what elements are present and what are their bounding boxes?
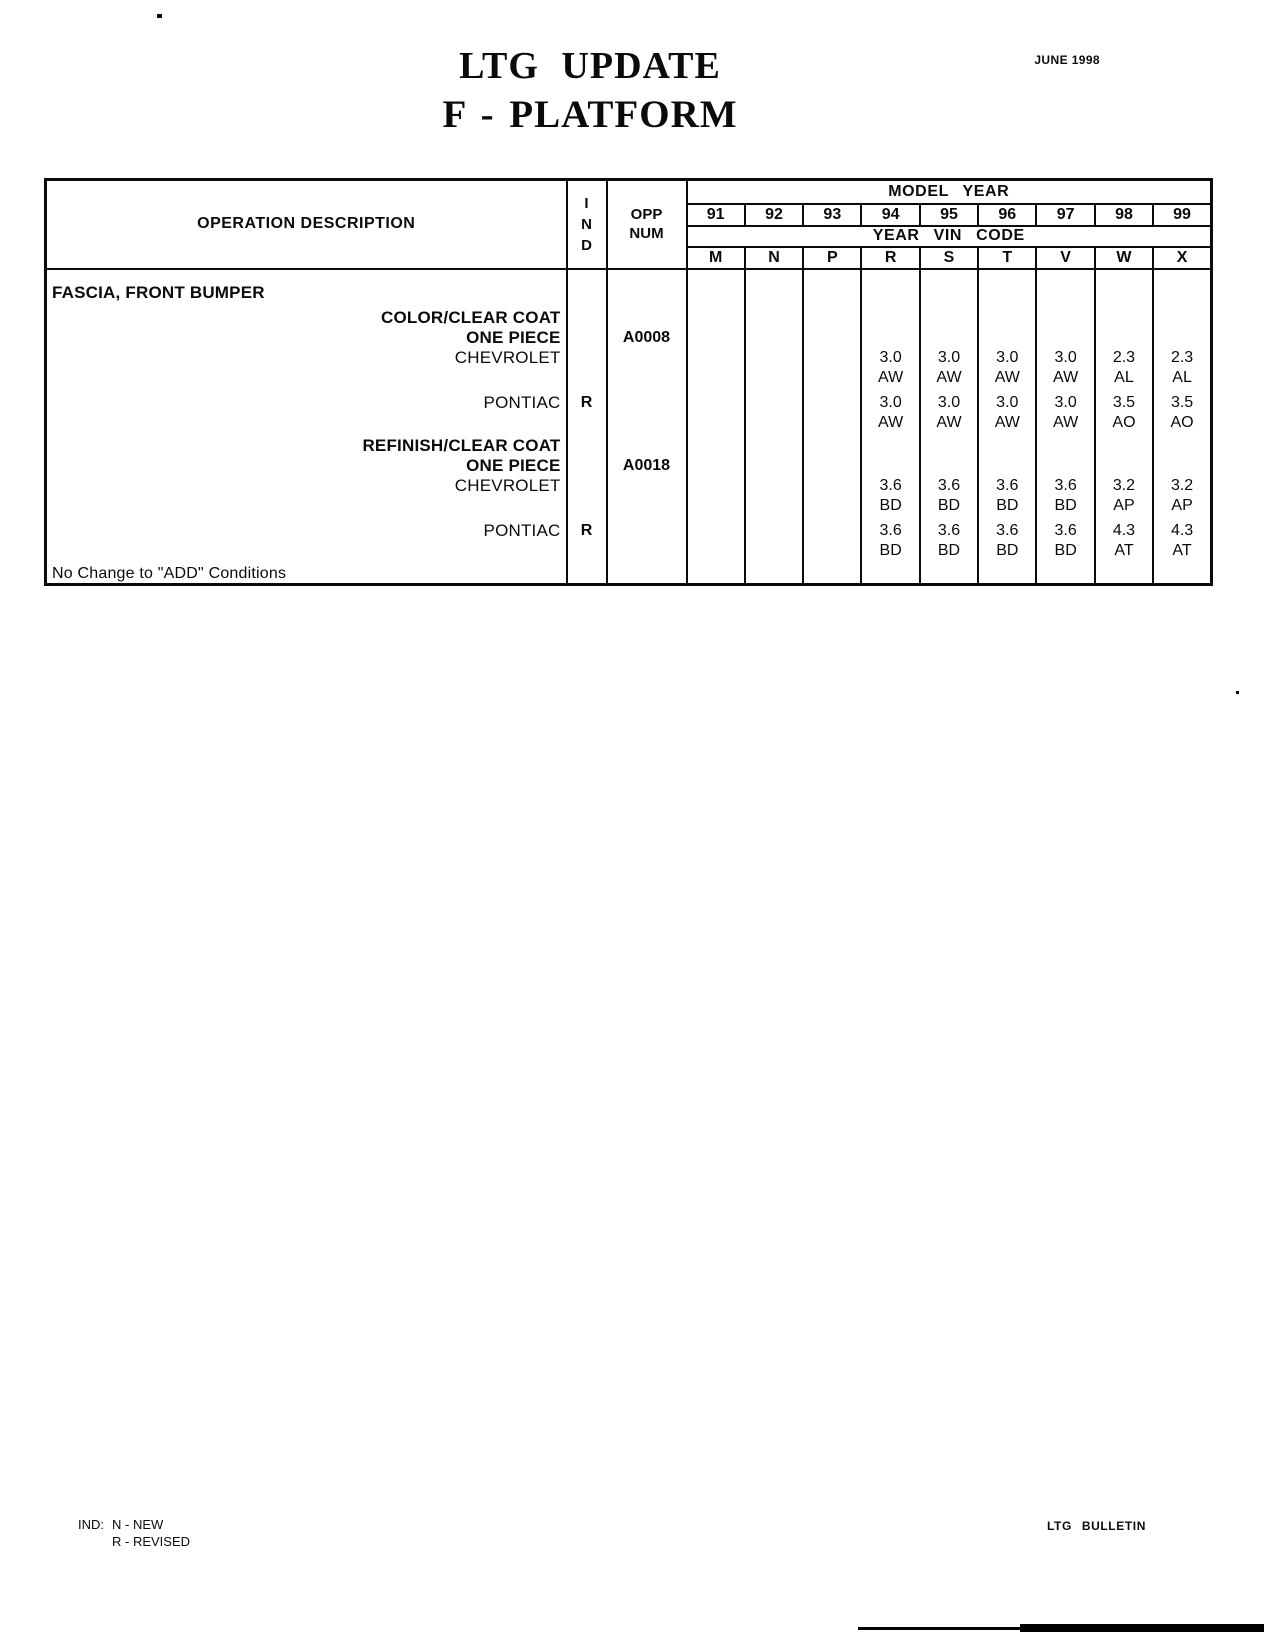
table-row — [46, 565, 1212, 585]
vin-year-cell — [920, 565, 978, 585]
model-year-band: MODEL YEAR — [687, 180, 1212, 204]
opp-word: OPP — [630, 206, 663, 224]
table-row — [46, 456, 1212, 476]
vin-value-cell: AO — [1153, 413, 1211, 433]
opp-cell — [607, 565, 687, 585]
vin-year-cell — [803, 436, 861, 456]
year-col-header: 92 — [745, 204, 803, 226]
table-row — [46, 368, 1212, 388]
vin-year-cell — [803, 393, 861, 413]
table-row — [46, 413, 1212, 433]
vin-value-cell: AW — [861, 413, 919, 433]
vin-value-cell: AO — [1095, 413, 1153, 433]
vin-value-cell: 3.0 — [1036, 348, 1094, 368]
vin-value-cell: 3.6 — [978, 476, 1036, 496]
vin-code-header: T — [978, 247, 1036, 269]
ind-letter: N — [581, 215, 592, 233]
ind-cell — [567, 348, 607, 368]
vin-year-cell — [803, 565, 861, 585]
vin-value-cell: 3.6 — [1036, 521, 1094, 541]
vin-year-cell — [687, 456, 745, 476]
vin-code-header: X — [1153, 247, 1211, 269]
vin-value-cell: BD — [978, 496, 1036, 516]
vin-year-cell — [687, 541, 745, 561]
vin-year-cell — [978, 456, 1036, 476]
operation-label-cell: No Change to "ADD" Conditions — [46, 565, 567, 585]
vin-year-cell — [803, 413, 861, 433]
ind-cell — [567, 541, 607, 561]
vin-year-cell — [920, 456, 978, 476]
vin-year-cell — [978, 328, 1036, 348]
ind-legend-new: N - NEW — [112, 1517, 164, 1532]
vin-year-cell — [1036, 328, 1094, 348]
operation-description-header: OPERATION DESCRIPTION — [46, 180, 567, 269]
ind-legend — [78, 1516, 190, 1550]
vin-year-cell — [745, 283, 803, 303]
ind-legend-revised: R - REVISED — [112, 1534, 191, 1549]
desc-cell — [46, 368, 567, 388]
ind-cell — [567, 496, 607, 516]
vin-year-cell — [745, 456, 803, 476]
vin-value-cell: AW — [1036, 413, 1094, 433]
vin-year-cell — [1095, 565, 1153, 585]
table-row — [46, 436, 1212, 456]
vin-year-cell — [687, 476, 745, 496]
scan-artifact-bar — [1020, 1624, 1264, 1632]
vin-value-cell: 3.2 — [1153, 476, 1211, 496]
vin-year-cell — [803, 476, 861, 496]
vin-value-cell: 3.0 — [920, 348, 978, 368]
vin-year-cell — [1095, 308, 1153, 328]
vin-year-cell — [1036, 456, 1094, 476]
vin-year-cell — [803, 496, 861, 516]
vin-value-cell: 2.3 — [1095, 348, 1153, 368]
vin-code-header: S — [920, 247, 978, 269]
vin-value-cell: AT — [1095, 541, 1153, 561]
vin-year-cell — [745, 521, 803, 541]
vin-year-cell — [745, 541, 803, 561]
vin-value-cell: AW — [920, 368, 978, 388]
vin-value-cell: 4.3 — [1095, 521, 1153, 541]
ind-flag-cell: R — [567, 393, 607, 413]
ind-cell — [567, 436, 607, 456]
vin-value-cell: AW — [978, 368, 1036, 388]
vin-year-cell — [1153, 283, 1211, 303]
ind-letter: I — [584, 194, 589, 212]
desc-cell — [46, 496, 567, 516]
vin-year-cell — [1153, 328, 1211, 348]
ind-flag-cell: R — [567, 521, 607, 541]
ltg-bulletin-label: LTG BULLETIN — [1047, 1519, 1146, 1533]
vin-code-header: R — [861, 247, 919, 269]
table-row — [46, 328, 1212, 348]
opp-number-cell: A0008 — [607, 328, 687, 348]
vin-year-cell — [1036, 436, 1094, 456]
ind-cell — [567, 565, 607, 585]
vin-year-cell — [687, 413, 745, 433]
vin-code-header: P — [803, 247, 861, 269]
vin-value-cell: AT — [1153, 541, 1211, 561]
table-row — [46, 308, 1212, 328]
year-col-header: 96 — [978, 204, 1036, 226]
vin-year-cell — [978, 269, 1036, 283]
year-col-header: 91 — [687, 204, 745, 226]
vin-year-cell — [861, 283, 919, 303]
vin-year-cell — [1036, 308, 1094, 328]
vin-year-cell — [1095, 269, 1153, 283]
vin-year-cell — [745, 565, 803, 585]
opp-cell — [607, 413, 687, 433]
ind-header — [567, 180, 607, 269]
opp-cell — [607, 521, 687, 541]
operation-label-cell: REFINISH/CLEAR COAT — [46, 436, 567, 456]
vin-value-cell: 3.0 — [861, 393, 919, 413]
vin-value-cell: 3.0 — [978, 348, 1036, 368]
vin-year-cell — [803, 456, 861, 476]
vin-value-cell: BD — [861, 541, 919, 561]
ind-cell — [567, 413, 607, 433]
vin-year-cell — [920, 283, 978, 303]
vin-year-cell — [1153, 565, 1211, 585]
ind-cell — [567, 368, 607, 388]
vin-value-cell: 3.0 — [1036, 393, 1094, 413]
vin-year-cell — [1095, 436, 1153, 456]
vin-year-cell — [745, 393, 803, 413]
vin-value-cell: AP — [1153, 496, 1211, 516]
vin-value-cell: BD — [1036, 496, 1094, 516]
opp-cell — [607, 496, 687, 516]
vin-value-cell: 3.0 — [978, 393, 1036, 413]
vin-year-cell — [861, 308, 919, 328]
vin-year-cell — [687, 436, 745, 456]
vin-value-cell: BD — [920, 541, 978, 561]
table-row — [46, 496, 1212, 516]
vin-year-cell — [803, 328, 861, 348]
vin-year-cell — [861, 328, 919, 348]
year-col-header: 94 — [861, 204, 919, 226]
vin-value-cell: AP — [1095, 496, 1153, 516]
year-vin-code-band: YEAR VIN CODE — [687, 226, 1212, 247]
ind-legend-label: IND: — [78, 1517, 104, 1532]
vin-year-cell — [745, 269, 803, 283]
table-row — [46, 393, 1212, 413]
vin-year-cell — [1153, 456, 1211, 476]
vin-year-cell — [861, 269, 919, 283]
doc-date: JUNE 1998 — [1034, 53, 1100, 67]
vin-year-cell — [803, 348, 861, 368]
vin-year-cell — [803, 269, 861, 283]
vin-year-cell — [1036, 269, 1094, 283]
vin-year-cell — [920, 269, 978, 283]
vin-year-cell — [920, 328, 978, 348]
vin-year-cell — [920, 308, 978, 328]
vin-value-cell: AW — [920, 413, 978, 433]
vin-value-cell: BD — [1036, 541, 1094, 561]
vin-year-cell — [803, 521, 861, 541]
vin-year-cell — [1095, 283, 1153, 303]
ltg-update-table — [44, 178, 1213, 586]
ind-cell — [567, 328, 607, 348]
ind-cell — [567, 456, 607, 476]
table-row — [46, 476, 1212, 496]
operation-label-cell: FASCIA, FRONT BUMPER — [46, 283, 567, 303]
spacer-row — [46, 269, 1212, 283]
vin-value-cell: AW — [978, 413, 1036, 433]
table-row — [46, 283, 1212, 303]
opp-cell — [607, 393, 687, 413]
opp-cell — [607, 348, 687, 368]
vin-value-cell: 3.6 — [920, 521, 978, 541]
desc-cell — [46, 269, 567, 283]
vin-value-cell: AL — [1153, 368, 1211, 388]
vin-year-cell — [978, 308, 1036, 328]
doc-subtitle: F - PLATFORM — [442, 93, 738, 136]
ind-letter: D — [581, 236, 592, 254]
vin-year-cell — [803, 308, 861, 328]
ind-cell — [567, 476, 607, 496]
vin-year-cell — [978, 436, 1036, 456]
vin-year-cell — [745, 413, 803, 433]
vin-year-cell — [745, 348, 803, 368]
scan-speck-icon — [1236, 691, 1239, 694]
vin-year-cell — [978, 565, 1036, 585]
ind-cell — [567, 269, 607, 283]
vin-year-cell — [803, 283, 861, 303]
vin-year-cell — [745, 328, 803, 348]
table-body — [46, 269, 1212, 585]
legend-line-new — [78, 1516, 190, 1533]
vin-year-cell — [803, 368, 861, 388]
scan-artifact-bar — [858, 1627, 1028, 1630]
desc-cell — [46, 541, 567, 561]
vin-value-cell: 4.3 — [1153, 521, 1211, 541]
vin-year-cell — [1153, 269, 1211, 283]
scan-speck-icon — [157, 14, 162, 18]
vin-year-cell — [687, 496, 745, 516]
vin-year-cell — [978, 283, 1036, 303]
num-word: NUM — [629, 225, 664, 243]
vin-value-cell: 3.5 — [1095, 393, 1153, 413]
vin-value-cell: 3.6 — [978, 521, 1036, 541]
opp-number-cell: A0018 — [607, 456, 687, 476]
vin-year-cell — [687, 368, 745, 388]
operation-label-cell: PONTIAC — [46, 521, 567, 541]
vin-year-cell — [861, 565, 919, 585]
ind-cell — [567, 283, 607, 303]
vin-value-cell: BD — [861, 496, 919, 516]
vin-year-cell — [745, 436, 803, 456]
vin-year-cell — [1036, 283, 1094, 303]
ind-cell — [567, 308, 607, 328]
opp-cell — [607, 283, 687, 303]
operation-label-cell: PONTIAC — [46, 393, 567, 413]
vin-year-cell — [861, 436, 919, 456]
vin-year-cell — [745, 368, 803, 388]
opp-cell — [607, 436, 687, 456]
vin-year-cell — [1095, 456, 1153, 476]
vin-year-cell — [1153, 308, 1211, 328]
year-col-header: 93 — [803, 204, 861, 226]
opp-cell — [607, 541, 687, 561]
operation-label-cell: COLOR/CLEAR COAT — [46, 308, 567, 328]
table-row — [46, 348, 1212, 368]
desc-cell — [46, 413, 567, 433]
vin-code-header: N — [745, 247, 803, 269]
opp-cell — [607, 269, 687, 283]
table-row — [46, 541, 1212, 561]
year-col-header: 98 — [1095, 204, 1153, 226]
vin-value-cell: 3.0 — [861, 348, 919, 368]
vin-year-cell — [687, 348, 745, 368]
operation-label-cell: CHEVROLET — [46, 348, 567, 368]
vin-code-header: W — [1095, 247, 1153, 269]
opp-cell — [607, 368, 687, 388]
operation-label-cell: ONE PIECE — [46, 456, 567, 476]
vin-value-cell: 3.6 — [1036, 476, 1094, 496]
vin-year-cell — [920, 436, 978, 456]
opp-cell — [607, 308, 687, 328]
table-header — [46, 180, 1212, 269]
vin-value-cell: 3.6 — [861, 476, 919, 496]
vin-year-cell — [687, 521, 745, 541]
vin-year-cell — [861, 456, 919, 476]
operation-label-cell: CHEVROLET — [46, 476, 567, 496]
vin-value-cell: 3.2 — [1095, 476, 1153, 496]
vin-value-cell: 2.3 — [1153, 348, 1211, 368]
vin-year-cell — [687, 565, 745, 585]
vin-year-cell — [687, 328, 745, 348]
opp-cell — [607, 476, 687, 496]
vin-value-cell: 3.6 — [861, 521, 919, 541]
vin-year-cell — [687, 269, 745, 283]
vin-value-cell: 3.5 — [1153, 393, 1211, 413]
opp-num-header — [607, 180, 687, 269]
vin-value-cell: BD — [978, 541, 1036, 561]
vin-year-cell — [745, 496, 803, 516]
vin-value-cell: AL — [1095, 368, 1153, 388]
vin-year-cell — [803, 541, 861, 561]
vin-value-cell: AW — [1036, 368, 1094, 388]
year-col-header: 97 — [1036, 204, 1094, 226]
table-row — [46, 521, 1212, 541]
doc-title: LTG UPDATE — [459, 45, 721, 87]
vin-year-cell — [1036, 565, 1094, 585]
vin-value-cell: 3.0 — [920, 393, 978, 413]
vin-year-cell — [1153, 436, 1211, 456]
vin-year-cell — [1095, 328, 1153, 348]
vin-value-cell: AW — [861, 368, 919, 388]
year-col-header: 95 — [920, 204, 978, 226]
vin-value-cell: BD — [920, 496, 978, 516]
vin-year-cell — [687, 393, 745, 413]
vin-code-header: V — [1036, 247, 1094, 269]
vin-year-cell — [687, 283, 745, 303]
year-col-header: 99 — [1153, 204, 1211, 226]
vin-year-cell — [745, 476, 803, 496]
vin-value-cell: 3.6 — [920, 476, 978, 496]
vin-code-header: M — [687, 247, 745, 269]
vin-year-cell — [745, 308, 803, 328]
vin-year-cell — [687, 308, 745, 328]
operation-label-cell: ONE PIECE — [46, 328, 567, 348]
